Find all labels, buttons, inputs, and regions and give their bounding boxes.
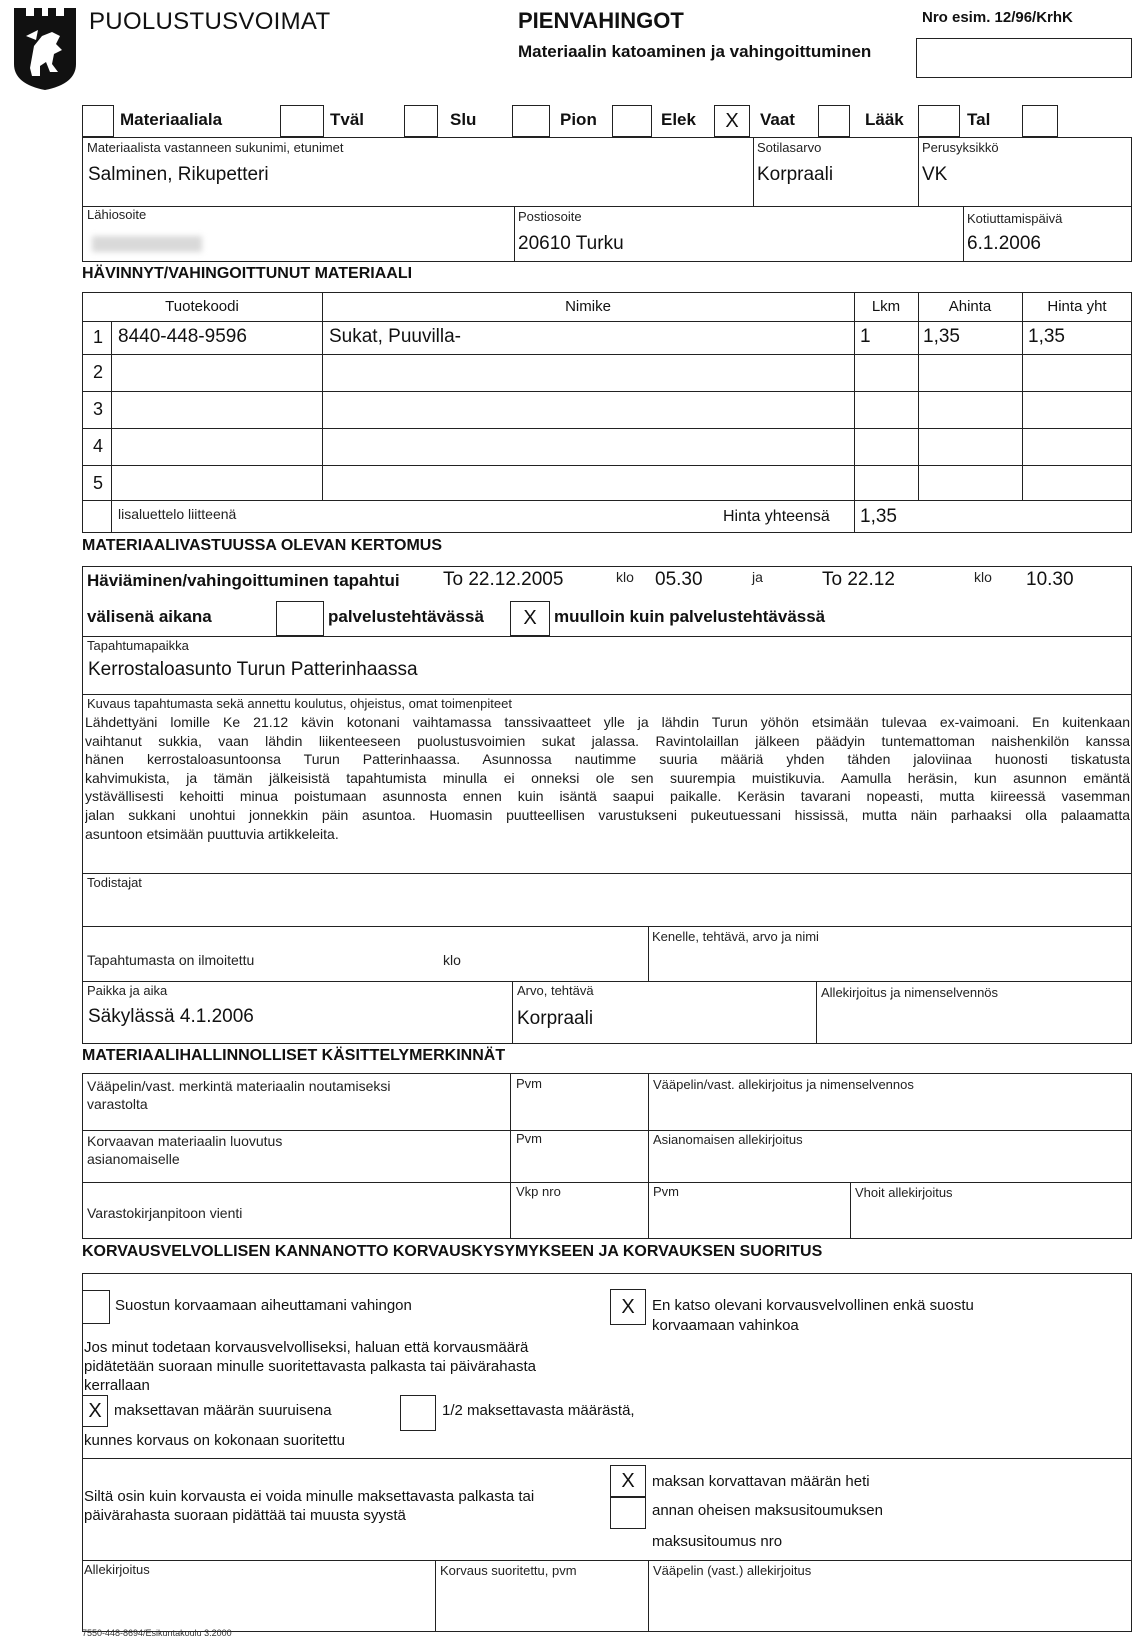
klo-label-1: klo bbox=[616, 569, 634, 585]
full-amount-checkbox[interactable]: X bbox=[82, 1395, 108, 1427]
klo-label-2: klo bbox=[974, 569, 992, 585]
commit-label: annan oheisen maksusitoumuksen bbox=[652, 1502, 883, 1519]
discharge-value[interactable]: 6.1.2006 bbox=[967, 233, 1041, 254]
row-number: 4 bbox=[92, 436, 103, 456]
description-line: hänen kerrostaloasuntoonsa Turun Patterinhaassa. Asunnossa nautimme suuria määriä yhden tähden jaloviinaa huonosti tiskatusta bbox=[85, 751, 1130, 768]
form-title: PIENVAHINGOT bbox=[518, 8, 684, 33]
checkbox-pion[interactable] bbox=[512, 105, 550, 137]
checkbox-slu[interactable] bbox=[404, 105, 438, 137]
admin-row3-sig: Vhoit allekirjoitus bbox=[855, 1185, 953, 1200]
admin-row2-pvm: Pvm bbox=[516, 1131, 542, 1146]
col-header-total: Hinta yht bbox=[1047, 298, 1107, 315]
other-reason-text: Siltä osin kuin korvausta ei voida minulle maksettavasta palkasta tai bbox=[84, 1488, 535, 1505]
admin-row1-pvm: Pvm bbox=[516, 1076, 542, 1091]
sum-label: Hinta yhteensä bbox=[723, 508, 830, 525]
description-line: ystävällisesti kehoitti minua poistumaan asunnosta ennen kuin isäntä saapui paikalle. Keräsin tavarani nopeasti, mutta kiireessä vasemman bbox=[85, 788, 1130, 805]
compensation-heading: KORVAUSVELVOLLISEN KANNANOTTO KORVAUSKYSYMYKSEEN JA KORVAUKSEN SUORITUS bbox=[82, 1243, 823, 1260]
role-label: Arvo, tehtävä bbox=[517, 983, 594, 998]
paid-date-label: Korvaus suoritettu, pvm bbox=[440, 1563, 577, 1578]
unit-value[interactable]: VK bbox=[922, 164, 948, 185]
row-number: 2 bbox=[92, 362, 103, 382]
until-label: kunnes korvaus on kokonaan suoritettu bbox=[84, 1432, 345, 1449]
admin-row2-sig: Asianomaisen allekirjoitus bbox=[653, 1132, 803, 1147]
duty-checkbox[interactable] bbox=[276, 601, 324, 636]
between-label: välisenä aikana bbox=[87, 607, 212, 626]
address-label: Lähiosoite bbox=[87, 207, 147, 222]
pay-now-label: maksan korvattavan määrän heti bbox=[652, 1473, 870, 1490]
admin-row3-pvm: Pvm bbox=[653, 1184, 679, 1199]
footer-code: 7550-448-8694/Esikuntakoulu 3.2000 bbox=[82, 1628, 232, 1638]
occurred-label: Häviäminen/vahingoittuminen tapahtui bbox=[87, 571, 400, 590]
attachment-label: lisaluettelo liitteenä bbox=[118, 506, 237, 522]
coat-of-arms-logo bbox=[12, 6, 78, 92]
row1-name[interactable]: Sukat, Puuvilla- bbox=[329, 326, 462, 347]
row1-unit-price[interactable]: 1,35 bbox=[923, 326, 960, 347]
description-line: vaihtanut sukkia, vaan lähdin liikenteeseen puolustusvoimien sukat jalassa. Ravintolaillan jälkeen päädyin tuntemattoman naishenkilön kanssa bbox=[85, 732, 1130, 749]
description-line: kahvimukista, ja tämän jälkeisistä tapahtumista minulla ei onneksi ole sen suurempia muistikuvia. Aamulla heräsin, kun asunnon emäntä bbox=[85, 769, 1130, 786]
checkbox-elek[interactable] bbox=[612, 105, 652, 137]
commit-checkbox[interactable] bbox=[610, 1497, 646, 1529]
compensation-block bbox=[82, 1273, 1132, 1632]
role-value[interactable]: Korpraali bbox=[517, 1008, 594, 1029]
witness-label: Todistajat bbox=[87, 875, 142, 890]
material-heading: HÄVINNYT/VAHINGOITTUNUT MATERIAALI bbox=[82, 265, 413, 282]
to-date[interactable]: To 22.12 bbox=[822, 569, 895, 590]
duty-label: palvelustehtävässä bbox=[328, 607, 484, 626]
row-number: 3 bbox=[92, 399, 103, 419]
place-time-label: Paikka ja aika bbox=[87, 983, 168, 998]
agree-label: Suostun korvaamaan aiheuttamani vahingon bbox=[115, 1297, 412, 1314]
sum-value[interactable]: 1,35 bbox=[860, 506, 897, 527]
other-reason-text-2: päivärahasta suoraan pidättää tai muusta syystä bbox=[84, 1507, 406, 1524]
withhold-text-2: pidätetään suoraan minulle suoritettavasta palkasta tai päivärahasta bbox=[84, 1358, 536, 1375]
to-whom-label: Kenelle, tehtävä, arvo ja nimi bbox=[652, 929, 819, 944]
row-number: 5 bbox=[92, 473, 103, 493]
rank-label: Sotilasarvo bbox=[757, 140, 822, 155]
account-heading: MATERIAALIVASTUUSSA OLEVAN KERTOMUS bbox=[82, 537, 443, 554]
unit-label: Perusyksikkö bbox=[922, 140, 999, 155]
description-line: jalan sukkani unohtui jonnekkin päin asuntoa. Huomasin puutteellisen varustukseni pukeutuessani hississä, mutta näin parhaaksi olla palaamatta bbox=[85, 806, 1130, 823]
checkbox-laak[interactable] bbox=[818, 105, 850, 137]
name-label: Materiaalista vastanneen sukunimi, etunimet bbox=[87, 140, 344, 155]
final-signature-label: Allekirjoitus bbox=[84, 1562, 150, 1577]
to-time[interactable]: 10.30 bbox=[1026, 569, 1074, 590]
sergeant-signature-label: Vääpelin (vast.) allekirjoitus bbox=[653, 1563, 812, 1578]
label-elek: Elek bbox=[661, 110, 696, 129]
col-header-code: Tuotekoodi bbox=[165, 298, 239, 315]
admin-row1-label-2: varastolta bbox=[87, 1096, 148, 1112]
place-time-value[interactable]: Säkylässä 4.1.2006 bbox=[88, 1006, 254, 1027]
row1-total[interactable]: 1,35 bbox=[1028, 326, 1065, 347]
disagree-label-2: korvaamaan vahinkoa bbox=[652, 1317, 799, 1334]
checkbox-lisa[interactable] bbox=[918, 105, 960, 137]
from-time[interactable]: 05.30 bbox=[655, 569, 703, 590]
admin-row3-label: Varastokirjanpitoon vienti bbox=[87, 1205, 243, 1221]
form-number-label: Nro esim. 12/96/KrhK bbox=[922, 9, 1073, 26]
reported-label: Tapahtumasta on ilmoitettu bbox=[87, 952, 255, 968]
agree-checkbox[interactable] bbox=[82, 1290, 110, 1324]
admin-row1-sig: Vääpelin/vast. allekirjoitus ja nimenselvennos bbox=[653, 1077, 914, 1092]
place-value[interactable]: Kerrostaloasunto Turun Patterinhaassa bbox=[88, 659, 418, 680]
form-number-field[interactable] bbox=[916, 38, 1132, 78]
from-date[interactable]: To 22.12.2005 bbox=[443, 569, 564, 590]
postal-value[interactable]: 20610 Turku bbox=[518, 233, 624, 254]
materiaaliala-checkbox[interactable] bbox=[82, 105, 114, 137]
place-label: Tapahtumapaikka bbox=[87, 638, 189, 653]
address-redacted bbox=[92, 236, 202, 252]
disagree-label: En katso olevani korvausvelvollinen enkä suostu bbox=[652, 1297, 974, 1314]
col-header-unit-price: Ahinta bbox=[948, 298, 992, 315]
withhold-text: Jos minut todetaan korvausvelvolliseksi, haluan että korvausmäärä bbox=[84, 1339, 529, 1356]
label-vaat: Vaat bbox=[760, 110, 795, 129]
label-slu: Slu bbox=[450, 110, 477, 129]
signature-label: Allekirjoitus ja nimenselvennös bbox=[821, 985, 999, 1000]
discharge-label: Kotiuttamispäivä bbox=[967, 211, 1063, 226]
description-line: asuntoon etsimään puuttuvia artikkeleita. bbox=[85, 825, 339, 842]
row1-qty[interactable]: 1 bbox=[860, 326, 871, 347]
col-header-qty: Lkm bbox=[871, 298, 901, 315]
row1-code[interactable]: 8440-448-9596 bbox=[118, 326, 247, 347]
description-label: Kuvaus tapahtumasta sekä annettu koulutus, ohjeistus, omat toimenpiteet bbox=[87, 696, 512, 711]
withhold-text-3: kerrallaan bbox=[84, 1377, 150, 1394]
materiaaliala-label: Materiaaliala bbox=[120, 110, 223, 129]
admin-row1-label: Vääpelin/vast. merkintä materiaalin noutamiseksi bbox=[87, 1078, 391, 1094]
pay-now-checkbox[interactable]: X bbox=[610, 1465, 646, 1497]
postal-label: Postiosoite bbox=[518, 209, 582, 224]
commit-number-label: maksusitoumus nro bbox=[652, 1533, 783, 1550]
label-pion: Pion bbox=[560, 110, 597, 129]
half-amount-checkbox[interactable] bbox=[400, 1395, 436, 1431]
admin-row2-label-2: asianomaiselle bbox=[87, 1151, 180, 1167]
org-name: PUOLUSTUSVOIMAT bbox=[89, 8, 331, 35]
label-tval: Tväl bbox=[330, 110, 365, 129]
offduty-checkbox[interactable]: X bbox=[510, 601, 550, 636]
label-tal: Tal bbox=[967, 110, 991, 129]
checkbox-tal[interactable] bbox=[1022, 105, 1058, 137]
full-amount-label: maksettavan määrän suuruisena bbox=[114, 1402, 332, 1419]
admin-heading: MATERIAALIHALLINNOLLISET KÄSITTELYMERKINNÄT bbox=[82, 1047, 506, 1064]
checkbox-vaat[interactable]: X bbox=[714, 105, 750, 137]
admin-row2-label: Korvaavan materiaalin luovutus bbox=[87, 1133, 283, 1149]
description-text[interactable] bbox=[85, 713, 1130, 843]
form-subtitle: Materiaalin katoaminen ja vahingoittuminen bbox=[518, 42, 872, 61]
half-amount-label: 1/2 maksettavasta määrästä, bbox=[442, 1402, 635, 1419]
col-header-name: Nimike bbox=[565, 298, 611, 315]
disagree-checkbox[interactable]: X bbox=[610, 1289, 646, 1325]
offduty-label: muulloin kuin palvelustehtävässä bbox=[554, 607, 826, 626]
rank-value[interactable]: Korpraali bbox=[757, 164, 834, 185]
admin-row3-vkp: Vkp nro bbox=[516, 1184, 561, 1199]
label-laak: Lääk bbox=[865, 110, 904, 129]
description-line: Lähdettyäni lomille Ke 21.12 kävin kotonani vaihtamassa tanssivaatteet ylle ja lähdin Turun yöhön etsimään tulevaa ex-vaimoani. En kuitenkaan bbox=[85, 714, 1130, 730]
reported-klo-label: klo bbox=[443, 952, 461, 968]
name-value[interactable]: Salminen, Rikupetteri bbox=[88, 164, 269, 185]
checkbox-tval[interactable] bbox=[280, 105, 324, 137]
ja-label: ja bbox=[752, 569, 763, 585]
row-number: 1 bbox=[92, 327, 103, 347]
